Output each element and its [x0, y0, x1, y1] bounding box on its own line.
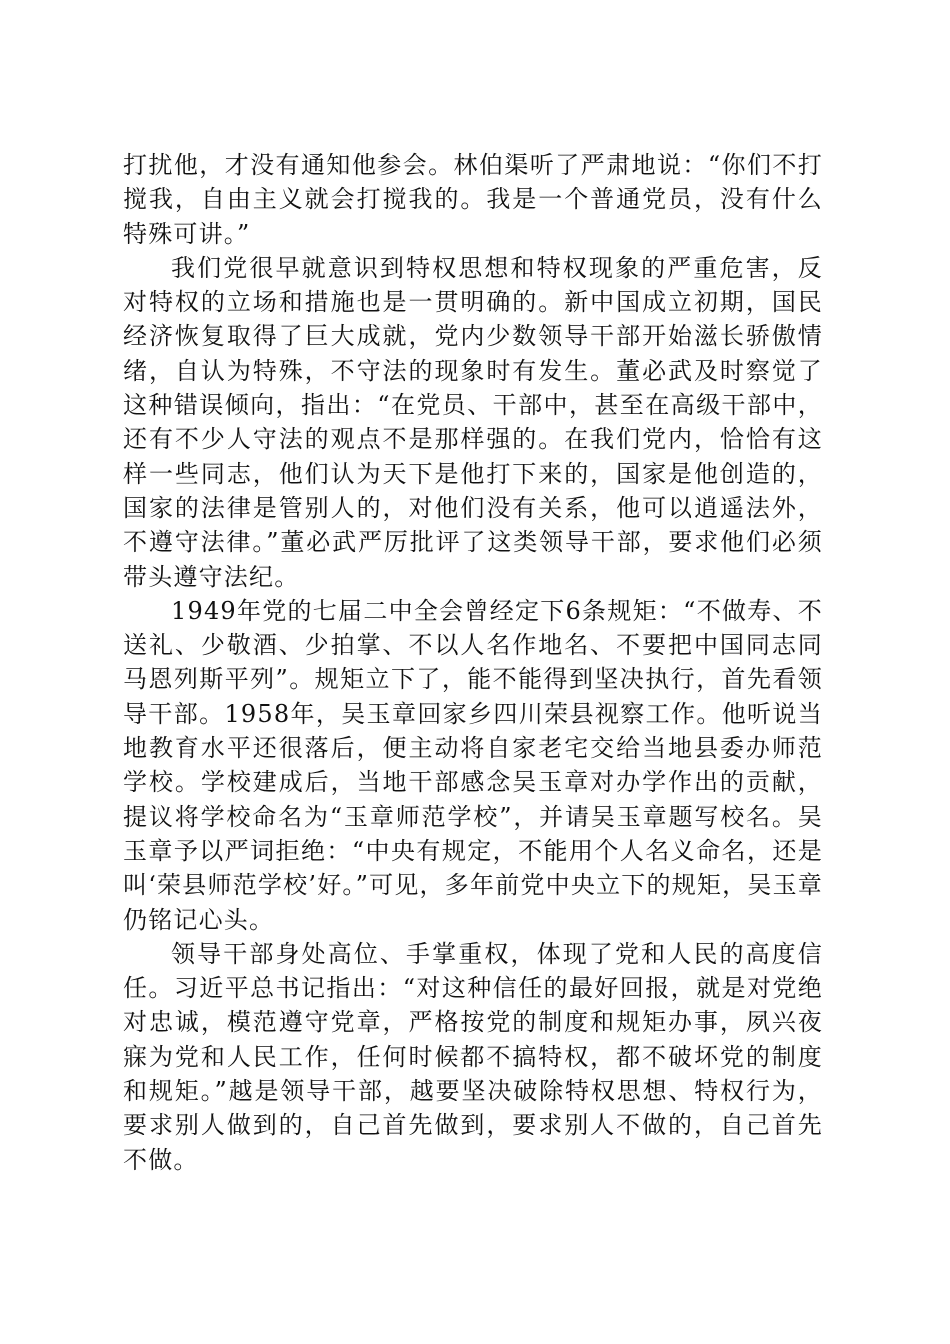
paragraph-2: 我们党很早就意识到特权思想和特权现象的严重危害，反对特权的立场和措施也是一贯明确的。新中国成立初期，国民经济恢复取得了巨大成就，党内少数领导干部开始滋长骄傲情绪，自认为特殊，不守法的现象时有发生。董必武及时察觉了这种错误倾向，指出：“在党员、干部中，甚至在高级干部中，还有不少人守法的观点不是那样强的。在我们党内，恰恰有这样一些同志，他们认为天下是他打下来的，国家是他创造的，国家的法律是管别人的，对他们没有关系，他可以逍遥法外，不遵守法律。”董必武严厉批评了这类领导干部，要求他们必须带头遵守法纪。: [123, 253, 823, 591]
paragraph-4: 领导干部身处高位、手掌重权，体现了党和人民的高度信任。习近平总书记指出：“对这种信任的最好回报，就是对党绝对忠诚，模范遵守党章，严格按党的制度和规矩办事，夙兴夜寐为党和人民工作，任何时候都不搞特权，都不破坏党的制度和规矩。”越是领导干部，越要坚决破除特权思想、特权行为，要求别人做到的，自己首先做到，要求别人不做的，自己首先不做。: [123, 939, 823, 1174]
paragraph-1: 打扰他，才没有通知他参会。林伯渠听了严肃地说：“你们不打搅我，自由主义就会打搅我的。我是一个普通党员，没有什么特殊可讲。”: [123, 151, 823, 248]
document-body: [123, 148, 823, 1177]
paragraph-3: 1949年党的七届二中全会曾经定下6条规矩：“不做寿、不送礼、少敬酒、少拍掌、不以人名作地名、不要把中国同志同马恩列斯平列”。规矩立下了，能不能得到坚决执行，首先看领导干部。1958年，吴玉章回家乡四川荣县视察工作。他听说当地教育水平还很落后，便主动将自家老宅交给当地县委办师范学校。学校建成后，当地干部感念吴玉章对办学作出的贡献，提议将学校命名为“玉章师范学校”，并请吴玉章题写校名。吴玉章予以严词拒绝：“中央有规定，不能用个人名义命名，还是叫‘荣县师范学校’好。”可见，多年前党中央立下的规矩，吴玉章仍铭记心头。: [123, 596, 823, 934]
